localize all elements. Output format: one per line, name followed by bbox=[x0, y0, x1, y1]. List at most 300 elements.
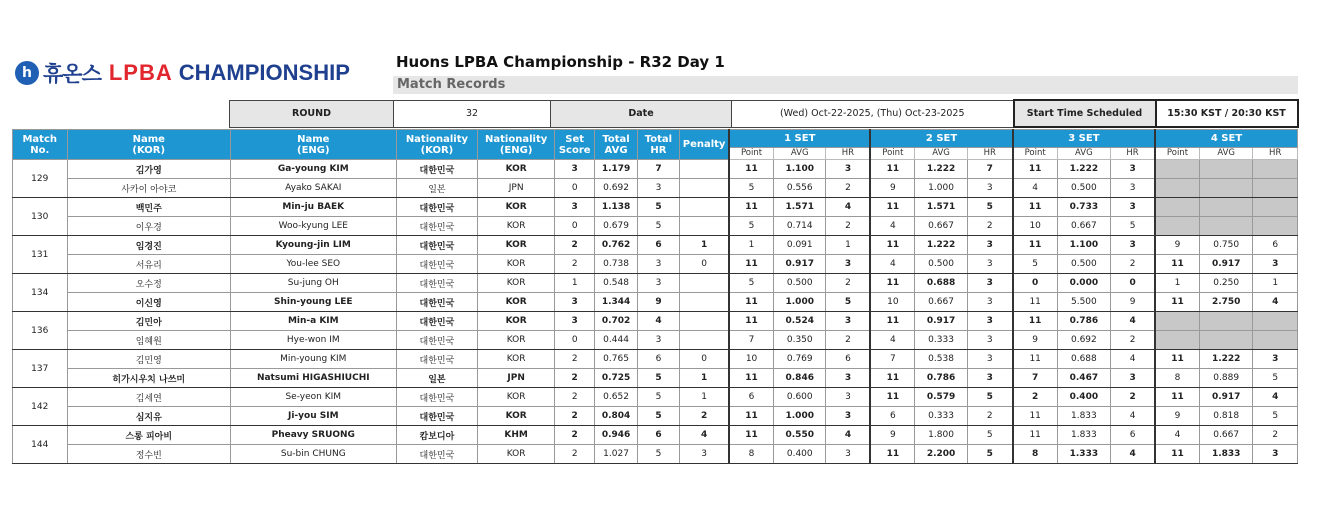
header-total-hr: Total HR bbox=[637, 130, 679, 160]
set-4-subheader-avg: AVG bbox=[1199, 148, 1252, 160]
set-3-point: 11 bbox=[1013, 236, 1057, 255]
set-2-point: 4 bbox=[870, 255, 914, 274]
date-label: Date bbox=[551, 100, 732, 127]
set-1-hr: 2 bbox=[826, 331, 870, 350]
set-1-hr: 3 bbox=[826, 369, 870, 388]
total-avg: 0.702 bbox=[595, 312, 637, 331]
total-hr: 6 bbox=[637, 236, 679, 255]
set-1-avg: 0.917 bbox=[774, 255, 826, 274]
set-4-avg-empty bbox=[1199, 160, 1252, 179]
total-avg: 0.444 bbox=[595, 331, 637, 350]
set-2-point: 11 bbox=[870, 274, 914, 293]
match-number: 130 bbox=[13, 198, 68, 236]
set-4-point: 1 bbox=[1155, 274, 1199, 293]
set-1-hr: 2 bbox=[826, 179, 870, 198]
set-2-point: 4 bbox=[870, 331, 914, 350]
set-3-point: 11 bbox=[1013, 293, 1057, 312]
set-2-point: 6 bbox=[870, 407, 914, 426]
set-1-hr: 1 bbox=[826, 236, 870, 255]
set-4-point: 11 bbox=[1155, 350, 1199, 369]
nationality-kor: 대한민국 bbox=[396, 160, 478, 179]
set-2-subheader-point: Point bbox=[870, 148, 914, 160]
total-hr: 4 bbox=[637, 312, 679, 331]
player-name-eng: Hye-won IM bbox=[231, 331, 397, 350]
set-1-hr: 3 bbox=[826, 388, 870, 407]
player-name-eng: Min-a KIM bbox=[231, 312, 397, 331]
set-score: 2 bbox=[555, 236, 595, 255]
nationality-kor: 대한민국 bbox=[396, 350, 478, 369]
set-score: 2 bbox=[555, 255, 595, 274]
set-2-hr: 3 bbox=[967, 369, 1012, 388]
header-set-2: 2 SET bbox=[870, 130, 1012, 148]
set-2-avg: 0.688 bbox=[915, 274, 967, 293]
set-2-point: 11 bbox=[870, 312, 914, 331]
table-row bbox=[13, 350, 1298, 369]
player-name-eng: Pheavy SRUONG bbox=[231, 426, 397, 445]
set-2-hr: 5 bbox=[967, 426, 1012, 445]
header-set-1: 1 SET bbox=[729, 130, 870, 148]
header-nationality-kor: Nationality (KOR) bbox=[396, 130, 478, 160]
set-3-point: 8 bbox=[1013, 445, 1057, 464]
nationality-kor: 대한민국 bbox=[396, 274, 478, 293]
total-avg: 0.548 bbox=[595, 274, 637, 293]
set-3-hr: 4 bbox=[1111, 407, 1155, 426]
set-4-point: 9 bbox=[1155, 407, 1199, 426]
set-2-hr: 3 bbox=[967, 274, 1012, 293]
set-3-subheader-avg: AVG bbox=[1057, 148, 1110, 160]
set-4-subheader-hr: HR bbox=[1253, 148, 1298, 160]
player-name-kor: 이우경 bbox=[67, 217, 231, 236]
set-4-hr: 3 bbox=[1253, 445, 1298, 464]
set-3-point: 11 bbox=[1013, 350, 1057, 369]
set-2-point: 10 bbox=[870, 293, 914, 312]
set-4-hr-empty bbox=[1253, 179, 1298, 198]
set-3-point: 2 bbox=[1013, 388, 1057, 407]
set-2-subheader-hr: HR bbox=[967, 148, 1012, 160]
set-4-hr: 4 bbox=[1253, 293, 1298, 312]
set-4-hr-empty bbox=[1253, 160, 1298, 179]
nationality-kor: 대한민국 bbox=[396, 407, 478, 426]
set-4-avg-empty bbox=[1199, 217, 1252, 236]
set-2-avg: 1.000 bbox=[915, 179, 967, 198]
player-name-kor: 김세연 bbox=[67, 388, 231, 407]
set-3-avg: 1.100 bbox=[1057, 236, 1110, 255]
set-4-hr: 2 bbox=[1253, 426, 1298, 445]
player-name-eng: Su-bin CHUNG bbox=[231, 445, 397, 464]
set-2-avg: 0.538 bbox=[915, 350, 967, 369]
set-4-hr: 4 bbox=[1253, 388, 1298, 407]
player-name-eng: Natsumi HIGASHIUCHI bbox=[231, 369, 397, 388]
date-value: (Wed) Oct-22-2025, (Thu) Oct-23-2025 bbox=[732, 100, 1014, 127]
total-avg: 0.738 bbox=[595, 255, 637, 274]
set-2-hr: 3 bbox=[967, 331, 1012, 350]
total-hr: 3 bbox=[637, 255, 679, 274]
match-number: 134 bbox=[13, 274, 68, 312]
table-row bbox=[13, 388, 1298, 407]
set-1-point: 11 bbox=[729, 160, 773, 179]
nationality-eng: KOR bbox=[478, 388, 555, 407]
set-score: 2 bbox=[555, 350, 595, 369]
set-1-point: 11 bbox=[729, 407, 773, 426]
set-3-point: 11 bbox=[1013, 426, 1057, 445]
player-name-kor: 김민아 bbox=[67, 312, 231, 331]
player-name-kor: 오수정 bbox=[67, 274, 231, 293]
set-2-hr: 3 bbox=[967, 255, 1012, 274]
set-3-point: 4 bbox=[1013, 179, 1057, 198]
player-name-eng: Se-yeon KIM bbox=[231, 388, 397, 407]
header-name-kor: Name (KOR) bbox=[67, 130, 231, 160]
set-4-avg-empty bbox=[1199, 312, 1252, 331]
round-label: ROUND bbox=[230, 100, 394, 127]
set-2-avg: 1.222 bbox=[915, 160, 967, 179]
nationality-eng: JPN bbox=[478, 179, 555, 198]
set-1-point: 11 bbox=[729, 255, 773, 274]
set-4-avg: 0.818 bbox=[1199, 407, 1252, 426]
set-2-hr: 5 bbox=[967, 445, 1012, 464]
set-1-avg: 0.846 bbox=[774, 369, 826, 388]
set-score: 3 bbox=[555, 293, 595, 312]
total-hr: 9 bbox=[637, 293, 679, 312]
set-3-point: 0 bbox=[1013, 274, 1057, 293]
penalty: 1 bbox=[680, 236, 729, 255]
set-score: 3 bbox=[555, 160, 595, 179]
set-2-hr: 3 bbox=[967, 293, 1012, 312]
set-3-point: 11 bbox=[1013, 312, 1057, 331]
set-3-avg: 0.667 bbox=[1057, 217, 1110, 236]
total-avg: 0.762 bbox=[595, 236, 637, 255]
table-row bbox=[13, 198, 1298, 217]
set-3-avg: 1.833 bbox=[1057, 426, 1110, 445]
page-subtitle: Match Records bbox=[397, 77, 506, 92]
set-score: 2 bbox=[555, 369, 595, 388]
player-name-eng: Su-jung OH bbox=[231, 274, 397, 293]
player-name-kor: 스롱 피아비 bbox=[67, 426, 231, 445]
total-avg: 0.725 bbox=[595, 369, 637, 388]
set-1-hr: 6 bbox=[826, 350, 870, 369]
set-1-hr: 4 bbox=[826, 426, 870, 445]
set-3-point: 11 bbox=[1013, 160, 1057, 179]
start-time-value: 15:30 KST / 20:30 KST bbox=[1156, 100, 1298, 127]
set-2-avg: 0.500 bbox=[915, 255, 967, 274]
penalty: 1 bbox=[680, 369, 729, 388]
set-4-hr-empty bbox=[1253, 198, 1298, 217]
set-3-avg: 0.733 bbox=[1057, 198, 1110, 217]
player-name-kor: 서유리 bbox=[67, 255, 231, 274]
set-1-point: 5 bbox=[729, 274, 773, 293]
set-3-point: 10 bbox=[1013, 217, 1057, 236]
set-3-avg: 1.333 bbox=[1057, 445, 1110, 464]
player-name-eng: Kyoung-jin LIM bbox=[231, 236, 397, 255]
match-number: 142 bbox=[13, 388, 68, 426]
penalty bbox=[680, 198, 729, 217]
set-3-hr: 0 bbox=[1111, 274, 1155, 293]
set-2-hr: 2 bbox=[967, 217, 1012, 236]
total-hr: 6 bbox=[637, 350, 679, 369]
set-score: 2 bbox=[555, 445, 595, 464]
set-2-hr: 3 bbox=[967, 236, 1012, 255]
total-avg: 1.138 bbox=[595, 198, 637, 217]
set-2-subheader-avg: AVG bbox=[915, 148, 967, 160]
set-4-point-empty bbox=[1155, 217, 1199, 236]
set-3-point: 11 bbox=[1013, 198, 1057, 217]
set-4-avg: 0.917 bbox=[1199, 388, 1252, 407]
penalty bbox=[680, 179, 729, 198]
start-time-label: Start Time Scheduled bbox=[1014, 100, 1156, 127]
set-1-avg: 0.550 bbox=[774, 426, 826, 445]
set-1-point: 6 bbox=[729, 388, 773, 407]
set-1-avg: 0.769 bbox=[774, 350, 826, 369]
set-1-avg: 1.571 bbox=[774, 198, 826, 217]
match-records-table bbox=[12, 129, 1298, 464]
set-2-avg: 2.200 bbox=[915, 445, 967, 464]
set-2-avg: 1.800 bbox=[915, 426, 967, 445]
set-4-point-empty bbox=[1155, 198, 1199, 217]
set-1-hr: 5 bbox=[826, 293, 870, 312]
header-set-4: 4 SET bbox=[1155, 130, 1297, 148]
set-1-avg: 0.400 bbox=[774, 445, 826, 464]
nationality-eng: KOR bbox=[478, 217, 555, 236]
set-3-avg: 0.400 bbox=[1057, 388, 1110, 407]
set-3-hr: 2 bbox=[1111, 255, 1155, 274]
set-3-hr: 3 bbox=[1111, 179, 1155, 198]
huons-logo-icon: h bbox=[15, 61, 39, 85]
total-avg: 1.344 bbox=[595, 293, 637, 312]
set-2-avg: 0.333 bbox=[915, 331, 967, 350]
set-4-avg: 0.250 bbox=[1199, 274, 1252, 293]
penalty: 4 bbox=[680, 426, 729, 445]
nationality-eng: KOR bbox=[478, 160, 555, 179]
nationality-kor: 대한민국 bbox=[396, 198, 478, 217]
set-1-point: 1 bbox=[729, 236, 773, 255]
set-4-avg: 2.750 bbox=[1199, 293, 1252, 312]
set-1-hr: 3 bbox=[826, 407, 870, 426]
penalty bbox=[680, 217, 729, 236]
set-3-avg: 0.500 bbox=[1057, 255, 1110, 274]
set-3-hr: 6 bbox=[1111, 426, 1155, 445]
penalty: 0 bbox=[680, 350, 729, 369]
table-row bbox=[13, 274, 1298, 293]
set-4-avg: 1.833 bbox=[1199, 445, 1252, 464]
nationality-kor: 대한민국 bbox=[396, 217, 478, 236]
total-hr: 3 bbox=[637, 179, 679, 198]
nationality-kor: 대한민국 bbox=[396, 331, 478, 350]
set-1-avg: 1.000 bbox=[774, 407, 826, 426]
set-2-hr: 3 bbox=[967, 350, 1012, 369]
penalty bbox=[680, 331, 729, 350]
nationality-eng: KOR bbox=[478, 236, 555, 255]
set-1-hr: 4 bbox=[826, 198, 870, 217]
header-name-eng: Name (ENG) bbox=[231, 130, 397, 160]
set-1-point: 11 bbox=[729, 293, 773, 312]
page-title: Huons LPBA Championship - R32 Day 1 bbox=[396, 53, 725, 71]
set-1-hr: 3 bbox=[826, 445, 870, 464]
round-value: 32 bbox=[394, 100, 551, 127]
set-4-avg-empty bbox=[1199, 198, 1252, 217]
set-3-subheader-hr: HR bbox=[1111, 148, 1155, 160]
set-4-avg: 1.222 bbox=[1199, 350, 1252, 369]
table-row bbox=[13, 179, 1298, 198]
match-number: 129 bbox=[13, 160, 68, 198]
set-1-avg: 1.000 bbox=[774, 293, 826, 312]
penalty: 1 bbox=[680, 388, 729, 407]
set-3-avg: 0.786 bbox=[1057, 312, 1110, 331]
player-name-eng: Ayako SAKAI bbox=[231, 179, 397, 198]
player-name-kor: 이신영 bbox=[67, 293, 231, 312]
set-2-hr: 3 bbox=[967, 312, 1012, 331]
set-3-hr: 3 bbox=[1111, 369, 1155, 388]
penalty: 0 bbox=[680, 255, 729, 274]
set-4-hr: 1 bbox=[1253, 274, 1298, 293]
total-avg: 0.765 bbox=[595, 350, 637, 369]
total-hr: 3 bbox=[637, 331, 679, 350]
header-nationality-eng: Nationality (ENG) bbox=[478, 130, 555, 160]
match-number: 131 bbox=[13, 236, 68, 274]
player-name-eng: Min-ju BAEK bbox=[231, 198, 397, 217]
match-number: 136 bbox=[13, 312, 68, 350]
table-row bbox=[13, 293, 1298, 312]
set-1-point: 5 bbox=[729, 179, 773, 198]
set-2-point: 11 bbox=[870, 445, 914, 464]
set-score: 2 bbox=[555, 426, 595, 445]
set-4-avg: 0.917 bbox=[1199, 255, 1252, 274]
set-2-avg: 0.667 bbox=[915, 293, 967, 312]
set-2-hr: 2 bbox=[967, 407, 1012, 426]
set-score: 2 bbox=[555, 388, 595, 407]
penalty: 2 bbox=[680, 407, 729, 426]
set-1-hr: 3 bbox=[826, 255, 870, 274]
total-avg: 1.027 bbox=[595, 445, 637, 464]
set-2-point: 9 bbox=[870, 426, 914, 445]
player-name-kor: 정수빈 bbox=[67, 445, 231, 464]
penalty: 3 bbox=[680, 445, 729, 464]
set-4-hr-empty bbox=[1253, 331, 1298, 350]
table-row bbox=[13, 407, 1298, 426]
set-1-avg: 0.556 bbox=[774, 179, 826, 198]
nationality-eng: KOR bbox=[478, 255, 555, 274]
player-name-eng: Min-young KIM bbox=[231, 350, 397, 369]
subtitle-bar bbox=[393, 76, 1298, 94]
nationality-eng: KOR bbox=[478, 445, 555, 464]
set-1-point: 8 bbox=[729, 445, 773, 464]
total-hr: 5 bbox=[637, 445, 679, 464]
set-1-avg: 0.524 bbox=[774, 312, 826, 331]
header-match-no: Match No. bbox=[13, 130, 68, 160]
set-4-point-empty bbox=[1155, 179, 1199, 198]
set-1-hr: 2 bbox=[826, 217, 870, 236]
set-1-point: 11 bbox=[729, 369, 773, 388]
total-hr: 5 bbox=[637, 407, 679, 426]
table-row bbox=[13, 426, 1298, 445]
nationality-eng: KOR bbox=[478, 331, 555, 350]
penalty bbox=[680, 274, 729, 293]
total-hr: 7 bbox=[637, 160, 679, 179]
table-row bbox=[13, 255, 1298, 274]
set-score: 2 bbox=[555, 407, 595, 426]
set-1-hr: 3 bbox=[826, 312, 870, 331]
set-4-point-empty bbox=[1155, 312, 1199, 331]
set-3-point: 11 bbox=[1013, 407, 1057, 426]
set-4-avg-empty bbox=[1199, 179, 1252, 198]
total-hr: 5 bbox=[637, 198, 679, 217]
set-1-avg: 1.100 bbox=[774, 160, 826, 179]
player-name-kor: 임경진 bbox=[67, 236, 231, 255]
set-2-hr: 5 bbox=[967, 388, 1012, 407]
set-3-hr: 2 bbox=[1111, 388, 1155, 407]
set-4-avg-empty bbox=[1199, 331, 1252, 350]
penalty bbox=[680, 160, 729, 179]
set-1-avg: 0.714 bbox=[774, 217, 826, 236]
player-name-kor: 히가시우치 나쓰미 bbox=[67, 369, 231, 388]
table-row bbox=[13, 160, 1298, 179]
nationality-eng: KOR bbox=[478, 198, 555, 217]
nationality-eng: KOR bbox=[478, 274, 555, 293]
total-avg: 1.179 bbox=[595, 160, 637, 179]
nationality-kor: 대한민국 bbox=[396, 236, 478, 255]
set-2-point: 11 bbox=[870, 160, 914, 179]
penalty bbox=[680, 293, 729, 312]
set-2-point: 11 bbox=[870, 388, 914, 407]
table-row bbox=[13, 369, 1298, 388]
set-1-avg: 0.350 bbox=[774, 331, 826, 350]
table-row bbox=[13, 445, 1298, 464]
set-3-hr: 5 bbox=[1111, 217, 1155, 236]
set-1-hr: 2 bbox=[826, 274, 870, 293]
set-1-subheader-avg: AVG bbox=[774, 148, 826, 160]
penalty bbox=[680, 312, 729, 331]
set-4-hr: 5 bbox=[1253, 369, 1298, 388]
logo-lpba-text: LPBA bbox=[108, 60, 173, 85]
set-2-avg: 1.222 bbox=[915, 236, 967, 255]
set-4-avg: 0.889 bbox=[1199, 369, 1252, 388]
total-hr: 5 bbox=[637, 388, 679, 407]
set-1-avg: 0.500 bbox=[774, 274, 826, 293]
set-1-subheader-point: Point bbox=[729, 148, 773, 160]
set-4-hr: 3 bbox=[1253, 350, 1298, 369]
set-2-hr: 3 bbox=[967, 179, 1012, 198]
set-4-hr: 6 bbox=[1253, 236, 1298, 255]
set-3-hr: 4 bbox=[1111, 312, 1155, 331]
total-avg: 0.804 bbox=[595, 407, 637, 426]
set-2-avg: 0.786 bbox=[915, 369, 967, 388]
round-info-table bbox=[229, 99, 1299, 128]
player-name-kor: 김가영 bbox=[67, 160, 231, 179]
set-3-hr: 4 bbox=[1111, 350, 1155, 369]
player-name-kor: 임혜원 bbox=[67, 331, 231, 350]
set-2-point: 7 bbox=[870, 350, 914, 369]
set-2-avg: 0.579 bbox=[915, 388, 967, 407]
nationality-eng: KOR bbox=[478, 350, 555, 369]
set-3-hr: 4 bbox=[1111, 445, 1155, 464]
player-name-eng: Shin-young LEE bbox=[231, 293, 397, 312]
player-name-kor: 심지유 bbox=[67, 407, 231, 426]
set-2-point: 11 bbox=[870, 369, 914, 388]
set-3-point: 7 bbox=[1013, 369, 1057, 388]
set-2-point: 9 bbox=[870, 179, 914, 198]
set-4-hr: 5 bbox=[1253, 407, 1298, 426]
total-avg: 0.692 bbox=[595, 179, 637, 198]
set-2-point: 4 bbox=[870, 217, 914, 236]
table-row bbox=[13, 236, 1298, 255]
total-avg: 0.652 bbox=[595, 388, 637, 407]
set-4-point: 4 bbox=[1155, 426, 1199, 445]
player-name-kor: 김민영 bbox=[67, 350, 231, 369]
set-2-hr: 7 bbox=[967, 160, 1012, 179]
set-4-hr: 3 bbox=[1253, 255, 1298, 274]
set-2-point: 11 bbox=[870, 198, 914, 217]
set-score: 0 bbox=[555, 331, 595, 350]
set-4-hr-empty bbox=[1253, 217, 1298, 236]
set-3-avg: 0.500 bbox=[1057, 179, 1110, 198]
